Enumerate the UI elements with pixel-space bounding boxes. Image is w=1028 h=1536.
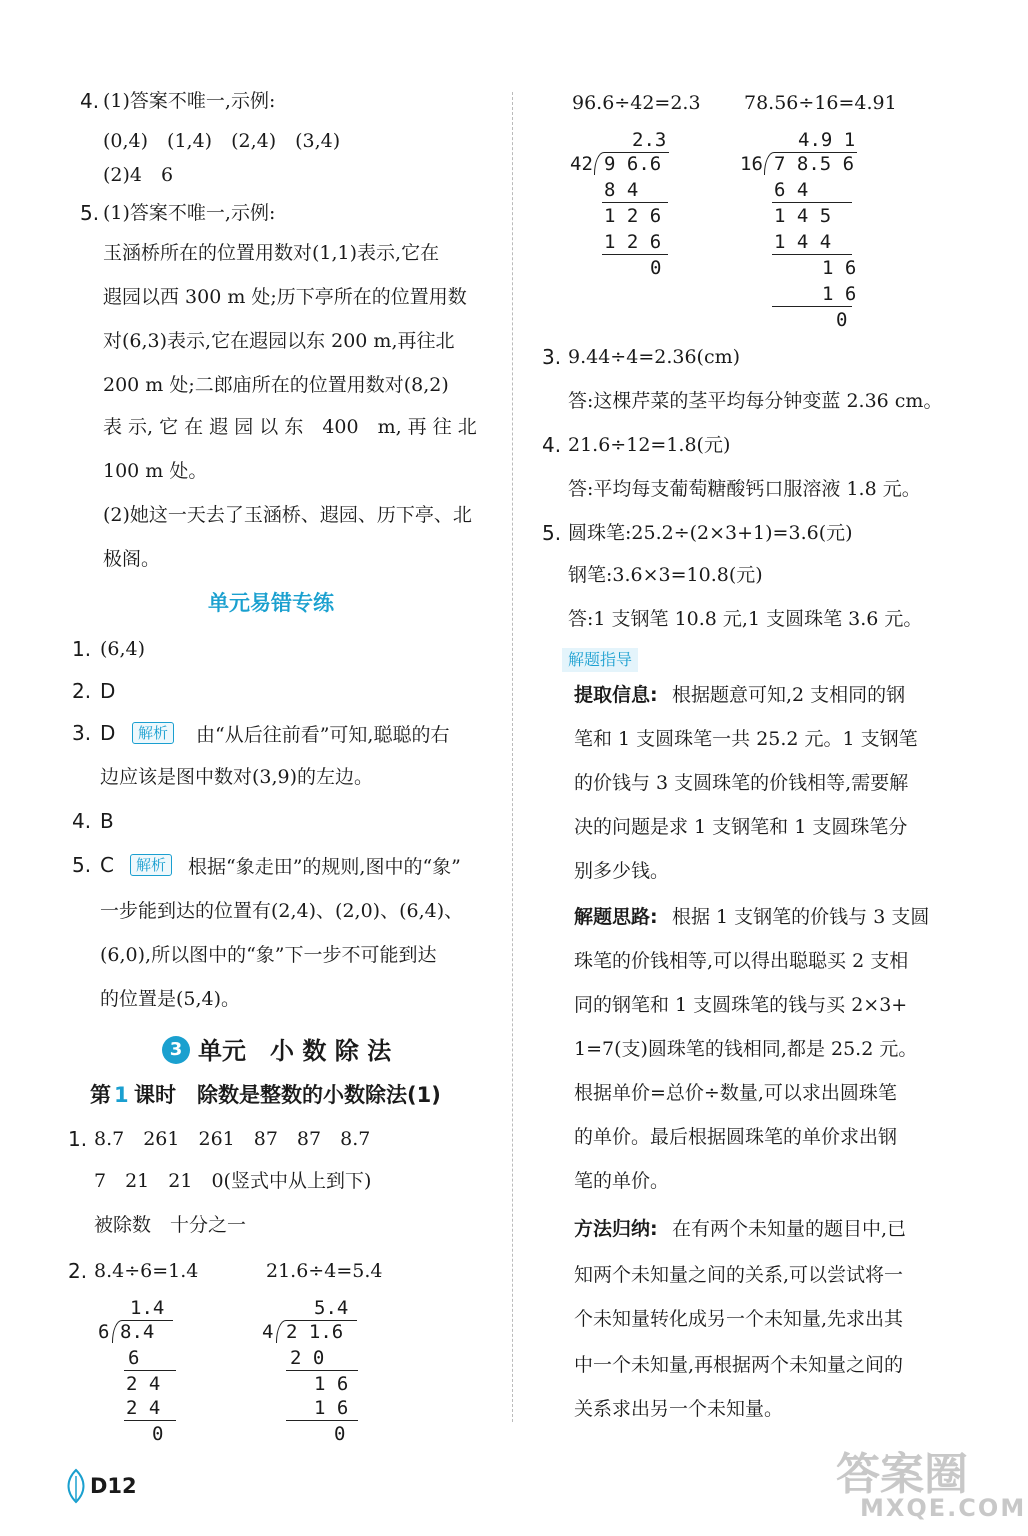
- l2-equation-a: 8.4÷6=1.4: [94, 1260, 199, 1282]
- rule: [286, 1420, 358, 1421]
- guide-key: 方法归纳:: [574, 1218, 658, 1240]
- divisor: 16: [740, 153, 763, 175]
- e5-number: 5.: [72, 853, 92, 877]
- rule: [124, 1370, 176, 1371]
- step: 1 6: [822, 283, 857, 305]
- l1-answers: 8.7 261 261 87 87 8.7: [94, 1128, 371, 1150]
- guide-line: 知两个未知量之间的关系,可以尝试将一: [574, 1264, 904, 1286]
- rule: [124, 1420, 176, 1421]
- e4-number: 4.: [72, 809, 92, 833]
- guide-line: 的价钱与 3 支圆珠笔的价钱相等,需要解: [574, 772, 909, 794]
- step: 0: [650, 257, 662, 279]
- e5-explain: 的位置是(5,4)。: [100, 988, 241, 1010]
- guide-key: 解题思路:: [574, 906, 658, 928]
- guide-line: 别多少钱。: [574, 860, 670, 882]
- r5-equation: 圆珠笔:25.2÷(2×3+1)=3.6(元): [568, 522, 853, 544]
- e5-explain: 根据“象走田”的规则,图中的“象”: [188, 856, 461, 878]
- step: 2 4: [126, 1373, 161, 1395]
- divisor: 4: [262, 1321, 274, 1343]
- guide-line: 笔和 1 支圆珠笔一共 25.2 元。1 支钢笔: [574, 728, 918, 750]
- dividend: 7 8.5 6: [774, 153, 855, 175]
- e2-answer: D: [100, 679, 116, 703]
- step: 0: [836, 309, 848, 331]
- q5-line: 极阁。: [103, 548, 161, 570]
- guide-line: 决的问题是求 1 支钢笔和 1 支圆珠笔分: [574, 816, 908, 838]
- e1-number: 1.: [72, 637, 92, 661]
- l1-number: 1.: [68, 1127, 88, 1151]
- e2-number: 2.: [72, 679, 92, 703]
- unit-title: 单元 小 数 除 法: [198, 1037, 392, 1065]
- q5-line: 遐园以西 300 m 处;历下亭所在的位置用数: [103, 286, 467, 308]
- q5-line: 200 m 处;二郎庙所在的位置用数对(8,2): [103, 374, 449, 396]
- step: 1 2 6: [604, 231, 662, 253]
- step: 6 4: [774, 179, 809, 201]
- rule: [772, 254, 852, 255]
- step: 1 4 4: [774, 231, 832, 253]
- q5-line: 100 m 处。: [103, 460, 208, 482]
- guide-line: 珠笔的价钱相等,可以得出聪聪买 2 支相: [574, 950, 909, 972]
- q4-pairs: (0,4) (1,4) (2,4) (3,4): [103, 130, 341, 152]
- guide-line: 中一个未知量,再根据两个未知量之间的: [574, 1354, 904, 1376]
- step: 1 4 5: [774, 205, 832, 227]
- divisor: 6: [98, 1321, 110, 1343]
- q5-number: 5.: [80, 201, 100, 225]
- q5-line: 玉涵桥所在的位置用数对(1,1)表示,它在: [103, 242, 440, 264]
- rule: [602, 202, 668, 203]
- long-division-1: [98, 1296, 188, 1446]
- q4-part2: (2)4 6: [103, 164, 174, 186]
- r5-number: 5.: [542, 521, 562, 545]
- guide-key: 提取信息:: [574, 684, 658, 706]
- step: 1 2 6: [604, 205, 662, 227]
- e3-explain: 边应该是图中数对(3,9)的左边。: [100, 766, 374, 788]
- r5-answer: 答:1 支钢笔 10.8 元,1 支圆珠笔 3.6 元。: [568, 608, 923, 630]
- step: 2 4: [126, 1397, 161, 1419]
- step: 6: [128, 1347, 140, 1369]
- guide-line: 同的钢笔和 1 支圆珠笔的钱与买 2×3+: [574, 994, 908, 1016]
- step: 0: [334, 1423, 346, 1445]
- long-division-2: [262, 1296, 372, 1446]
- step: 1 6: [314, 1397, 349, 1419]
- r-equation-b: 78.56÷16=4.91: [744, 92, 897, 114]
- guide-line: 根据 1 支钢笔的价钱与 3 支圆: [672, 906, 930, 928]
- e4-answer: B: [100, 809, 114, 833]
- e3-answer: D: [100, 721, 116, 745]
- step: 2 0: [290, 1347, 325, 1369]
- quotient: 1.4: [130, 1297, 165, 1319]
- l2-number: 2.: [68, 1259, 88, 1283]
- dividend: 8.4: [120, 1321, 155, 1343]
- quotient: 2.3: [632, 129, 667, 151]
- unit-number-badge: 3: [162, 1036, 190, 1064]
- r3-number: 3.: [542, 345, 562, 369]
- dividend: 2 1.6: [286, 1321, 344, 1343]
- rule: [772, 202, 852, 203]
- leaf-icon: [64, 1468, 88, 1504]
- rule: [286, 1370, 358, 1371]
- l1-answers: 被除数 十分之一: [94, 1214, 247, 1236]
- guide-line: 笔的单价。: [574, 1170, 670, 1192]
- watermark-en: MXQE.COM: [860, 1494, 1027, 1522]
- guide-line: 关系求出另一个未知量。: [574, 1398, 784, 1420]
- e5-explain: 一步能到达的位置有(2,4)、(2,0)、(6,4)、: [100, 900, 464, 922]
- step: 8 4: [604, 179, 639, 201]
- step: 1 6: [314, 1373, 349, 1395]
- lesson-prefix: 第: [90, 1083, 111, 1107]
- l1-answers: 7 21 21 0(竖式中从上到下): [94, 1170, 372, 1192]
- q5-intro: (1)答案不唯一,示例:: [103, 202, 276, 224]
- section-title-errors: 单元易错专练: [208, 591, 334, 615]
- e3-explain: 由“从后往前看”可知,聪聪的右: [196, 724, 450, 746]
- r5-equation-b: 钢笔:3.6×3=10.8(元): [568, 564, 763, 586]
- guide-line: 在有两个未知量的题目中,已: [672, 1218, 907, 1240]
- long-division-3: [570, 128, 680, 278]
- analysis-tag: 解析: [130, 854, 172, 876]
- column-divider: [512, 92, 513, 1422]
- guide-line: 根据题意可知,2 支相同的钢: [672, 684, 906, 706]
- watermark-cn: 答案圈: [836, 1449, 968, 1500]
- q4-number: 4.: [80, 89, 100, 113]
- step: 0: [152, 1423, 164, 1445]
- r3-equation: 9.44÷4=2.36(cm): [568, 346, 741, 368]
- q5-line: (2)她这一天去了玉涵桥、遐园、历下亭、北: [103, 504, 472, 526]
- r4-number: 4.: [542, 433, 562, 457]
- rule: [602, 254, 668, 255]
- lesson-title: 课时 除数是整数的小数除法(1): [134, 1083, 441, 1107]
- q5-line: 对(6,3)表示,它在遐园以东 200 m,再往北: [103, 330, 455, 352]
- e5-explain: (6,0),所以图中的“象”下一步不可能到达: [100, 944, 437, 966]
- q4-intro: (1)答案不唯一,示例:: [103, 90, 276, 112]
- step: 1 6: [822, 257, 857, 279]
- divisor: 42: [570, 153, 593, 175]
- quotient: 5.4: [314, 1297, 349, 1319]
- lesson-number: 1: [114, 1083, 129, 1107]
- guide-line: 根据单价=总价÷数量,可以求出圆珠笔: [574, 1082, 897, 1104]
- dividend: 9 6.6: [604, 153, 662, 175]
- r4-equation: 21.6÷12=1.8(元): [568, 434, 731, 456]
- e3-number: 3.: [72, 721, 92, 745]
- quotient: 4.9 1: [798, 129, 856, 151]
- rule: [772, 306, 852, 307]
- guide-line: 个未知量转化成另一个未知量,先求出其: [574, 1308, 904, 1330]
- e5-answer: C: [100, 853, 114, 877]
- long-division-4: [740, 128, 870, 338]
- analysis-tag: 解析: [132, 722, 174, 744]
- guide-line: 1=7(支)圆珠笔的钱相同,都是 25.2 元。: [574, 1038, 918, 1060]
- page-number: D12: [90, 1474, 137, 1498]
- r3-answer: 答:这棵芹菜的茎平均每分钟变蓝 2.36 cm。: [568, 390, 943, 412]
- guide-tag: 解题指导: [562, 648, 638, 672]
- e1-answer: (6,4): [100, 638, 146, 660]
- r4-answer: 答:平均每支葡萄糖酸钙口服溶液 1.8 元。: [568, 478, 921, 500]
- guide-line: 的单价。最后根据圆珠笔的单价求出钢: [574, 1126, 898, 1148]
- r-equation-a: 96.6÷42=2.3: [572, 92, 701, 114]
- l2-equation-b: 21.6÷4=5.4: [266, 1260, 383, 1282]
- q5-line: 表 示, 它 在 遐 园 以 东 400 m, 再 往 北: [103, 416, 477, 438]
